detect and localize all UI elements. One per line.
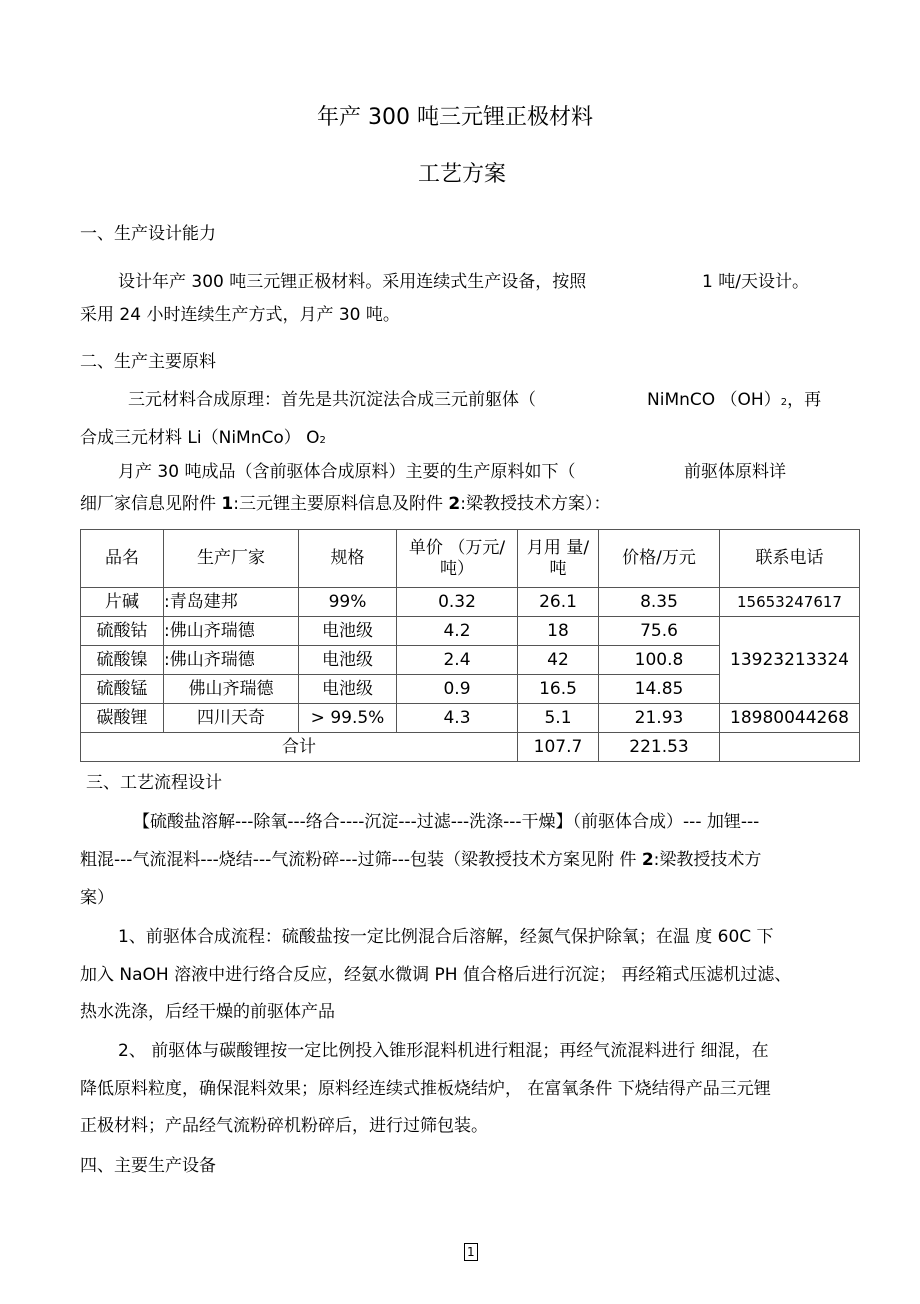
header-spec: 规格 [299, 530, 397, 588]
section-2-text-3a: 月产 30 吨成品（含前驱体合成原料）主要的生产原料如下（ [118, 462, 576, 482]
cell-name: 硫酸锰 [81, 675, 164, 704]
cell-price: 0.32 [397, 588, 518, 617]
cell-total-empty [720, 733, 860, 762]
cell-qty: 26.1 [518, 588, 599, 617]
cell-cost: 14.85 [599, 675, 720, 704]
cell-spec: > 99.5% [299, 704, 397, 733]
cell-price: 2.4 [397, 646, 518, 675]
cell-spec: 99% [299, 588, 397, 617]
step-2-line-2: 降低原料粒度，确保混料效果；原料经连续式推板烧结炉， 在富氧条件 下烧结得产品三元锂 [80, 1079, 771, 1099]
table-row [81, 704, 860, 733]
flow-line-3: 案） [80, 888, 114, 908]
cell-cost: 75.6 [599, 617, 720, 646]
step-2-line-1: 2、 前驱体与碳酸锂按一定比例投入锥形混料机进行粗混；再经气流混料进行 细混，在 [118, 1041, 769, 1061]
cell-qty: 5.1 [518, 704, 599, 733]
cell-total-cost: 221.53 [599, 733, 720, 762]
section-2-text-1a: 三元材料合成原理：首先是共沉淀法合成三元前躯体（ [128, 390, 536, 410]
cell-price: 0.9 [397, 675, 518, 704]
cell-maker: :佛山齐瑞德 [164, 646, 299, 675]
table-total-row [81, 733, 860, 762]
cell-phone-shared: 13923213324 [720, 617, 860, 704]
table-row [81, 588, 860, 617]
section-2-heading: 二、生产主要原料 [80, 352, 216, 372]
cell-qty: 16.5 [518, 675, 599, 704]
materials-table [80, 529, 860, 762]
cell-total-qty: 107.7 [518, 733, 599, 762]
section-1-text-line-1: 设计年产 300 吨三元锂正极材料。采用连续式生产设备，按照 [118, 272, 587, 292]
section-4-heading: 四、主要生产设备 [80, 1156, 216, 1176]
cell-maker: :佛山齐瑞德 [164, 617, 299, 646]
section-1-text-line-2: 采用 24 小时连续生产方式，月产 30 吨。 [80, 305, 400, 325]
cell-cost: 100.8 [599, 646, 720, 675]
cell-name: 硫酸镍 [81, 646, 164, 675]
step-1-line-1: 1、前驱体合成流程：硫酸盐按一定比例混合后溶解，经氮气保护除氧；在温 度 60C 下 [118, 927, 774, 947]
cell-cost: 21.93 [599, 704, 720, 733]
cell-spec: 电池级 [299, 675, 397, 704]
cell-maker: 佛山齐瑞德 [164, 675, 299, 704]
cell-maker: 四川天奇 [164, 704, 299, 733]
header-unit-price: 单价 （万元/ 吨） [397, 530, 518, 588]
cell-name: 硫酸钴 [81, 617, 164, 646]
section-1-heading: 一、生产设计能力 [80, 224, 216, 244]
cell-cost: 8.35 [599, 588, 720, 617]
page-number: 1 [464, 1243, 478, 1261]
cell-spec: 电池级 [299, 617, 397, 646]
header-maker: 生产厂家 [164, 530, 299, 588]
section-3-heading: 三、工艺流程设计 [86, 773, 222, 793]
page-subtitle: 工艺方案 [418, 162, 507, 187]
cell-spec: 电池级 [299, 646, 397, 675]
step-2-line-3: 正极材料；产品经气流粉碎机粉碎后，进行过筛包装。 [80, 1116, 488, 1136]
table-header-row [81, 530, 860, 588]
cell-maker: :青岛建邦 [164, 588, 299, 617]
header-cost: 价格/万元 [599, 530, 720, 588]
cell-price: 4.3 [397, 704, 518, 733]
page-title: 年产 300 吨三元锂正极材料 [317, 105, 593, 130]
cell-name: 片碱 [81, 588, 164, 617]
cell-qty: 18 [518, 617, 599, 646]
header-name: 品名 [81, 530, 164, 588]
step-1-line-2: 加入 NaOH 溶液中进行络合反应，经氨水微调 PH 值合格后进行沉淀； 再经箱式压滤机过滤、 [80, 965, 792, 985]
flow-line-2: 粗混---气流混料---烧结---气流粉碎---过筛---包装（梁教授技术方案见附 件 2:梁教授技术方 [80, 850, 762, 870]
header-phone: 联系电话 [720, 530, 860, 588]
cell-name: 碳酸锂 [81, 704, 164, 733]
section-2-text-4: 细厂家信息见附件 1:三元锂主要原料信息及附件 2:梁教授技术方案）： [80, 494, 611, 514]
section-2-text-3b: 前驱体原料详 [684, 462, 786, 482]
step-1-line-3: 热水洗涤，后经干燥的前驱体产品 [80, 1002, 335, 1022]
cell-phone: 18980044268 [720, 704, 860, 733]
section-2-formula-2: 合成三元材料 Li（NiMnCo） O2 [80, 428, 326, 448]
cell-total-label: 合计 [81, 733, 518, 762]
cell-phone: 15653247617 [720, 588, 860, 617]
cell-price: 4.2 [397, 617, 518, 646]
section-1-text-line-1b: 1 吨/天设计。 [702, 272, 809, 292]
cell-qty: 42 [518, 646, 599, 675]
header-monthly-qty: 月用 量/ 吨 [518, 530, 599, 588]
section-2-formula-1: NiMnCO （OH）2，再 [647, 390, 822, 410]
table-row [81, 617, 860, 646]
flow-line-1: 【硫酸盐溶解---除氧---络合----沉淀---过滤---洗涤---干燥】（前驱体合成）--- 加锂--- [133, 812, 760, 832]
